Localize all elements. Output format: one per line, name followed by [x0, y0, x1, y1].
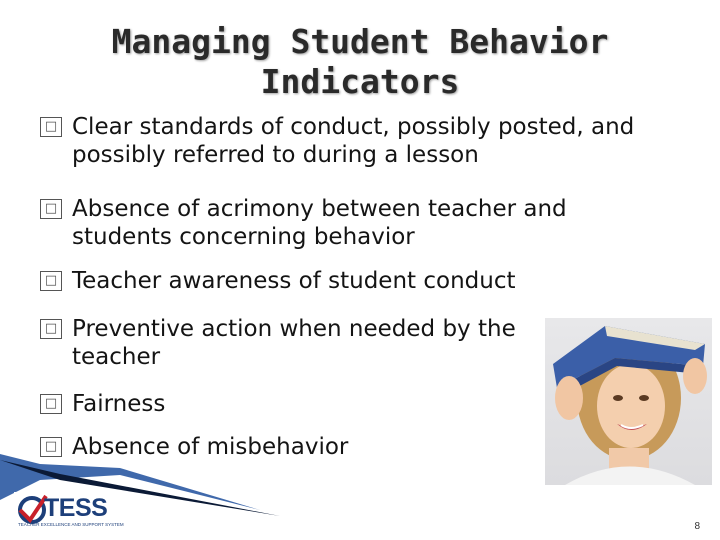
- bullet-text: Absence of acrimony between teacher and students concerning behavior: [72, 196, 567, 250]
- bullet-marker-icon: □: [40, 437, 62, 457]
- bullet-text: Preventive action when needed by the teacher: [72, 316, 516, 370]
- tess-logo: [14, 492, 124, 532]
- bullet-marker-icon: □: [40, 319, 62, 339]
- tess-logo-tagline: TEACHER EXCELLENCE AND SUPPORT SYSTEM: [18, 522, 124, 527]
- student-illustration: [545, 318, 712, 485]
- student-photo: [545, 318, 712, 485]
- bullet-marker-icon: □: [40, 394, 62, 414]
- page-number: 8: [694, 521, 700, 532]
- bullet-item: [40, 390, 542, 418]
- tess-logo-text: TESS: [44, 494, 108, 522]
- bullet-text: Clear standards of conduct, possibly posted, and possibly referred to during a lesson: [72, 114, 635, 168]
- bullet-item: [40, 195, 672, 251]
- bullet-text: Teacher awareness of student conduct: [72, 268, 516, 294]
- slide-title: Managing Student Behavior Indicators: [111, 22, 609, 101]
- bullet-text: Fairness: [72, 391, 166, 417]
- bullet-text: Absence of misbehavior: [72, 434, 349, 460]
- bullet-marker-icon: □: [40, 199, 62, 219]
- bullet-item: [40, 315, 542, 371]
- bullet-item: [40, 267, 672, 295]
- bullet-marker-icon: □: [40, 117, 62, 137]
- bullet-item: [40, 113, 672, 169]
- bullet-marker-icon: □: [40, 271, 62, 291]
